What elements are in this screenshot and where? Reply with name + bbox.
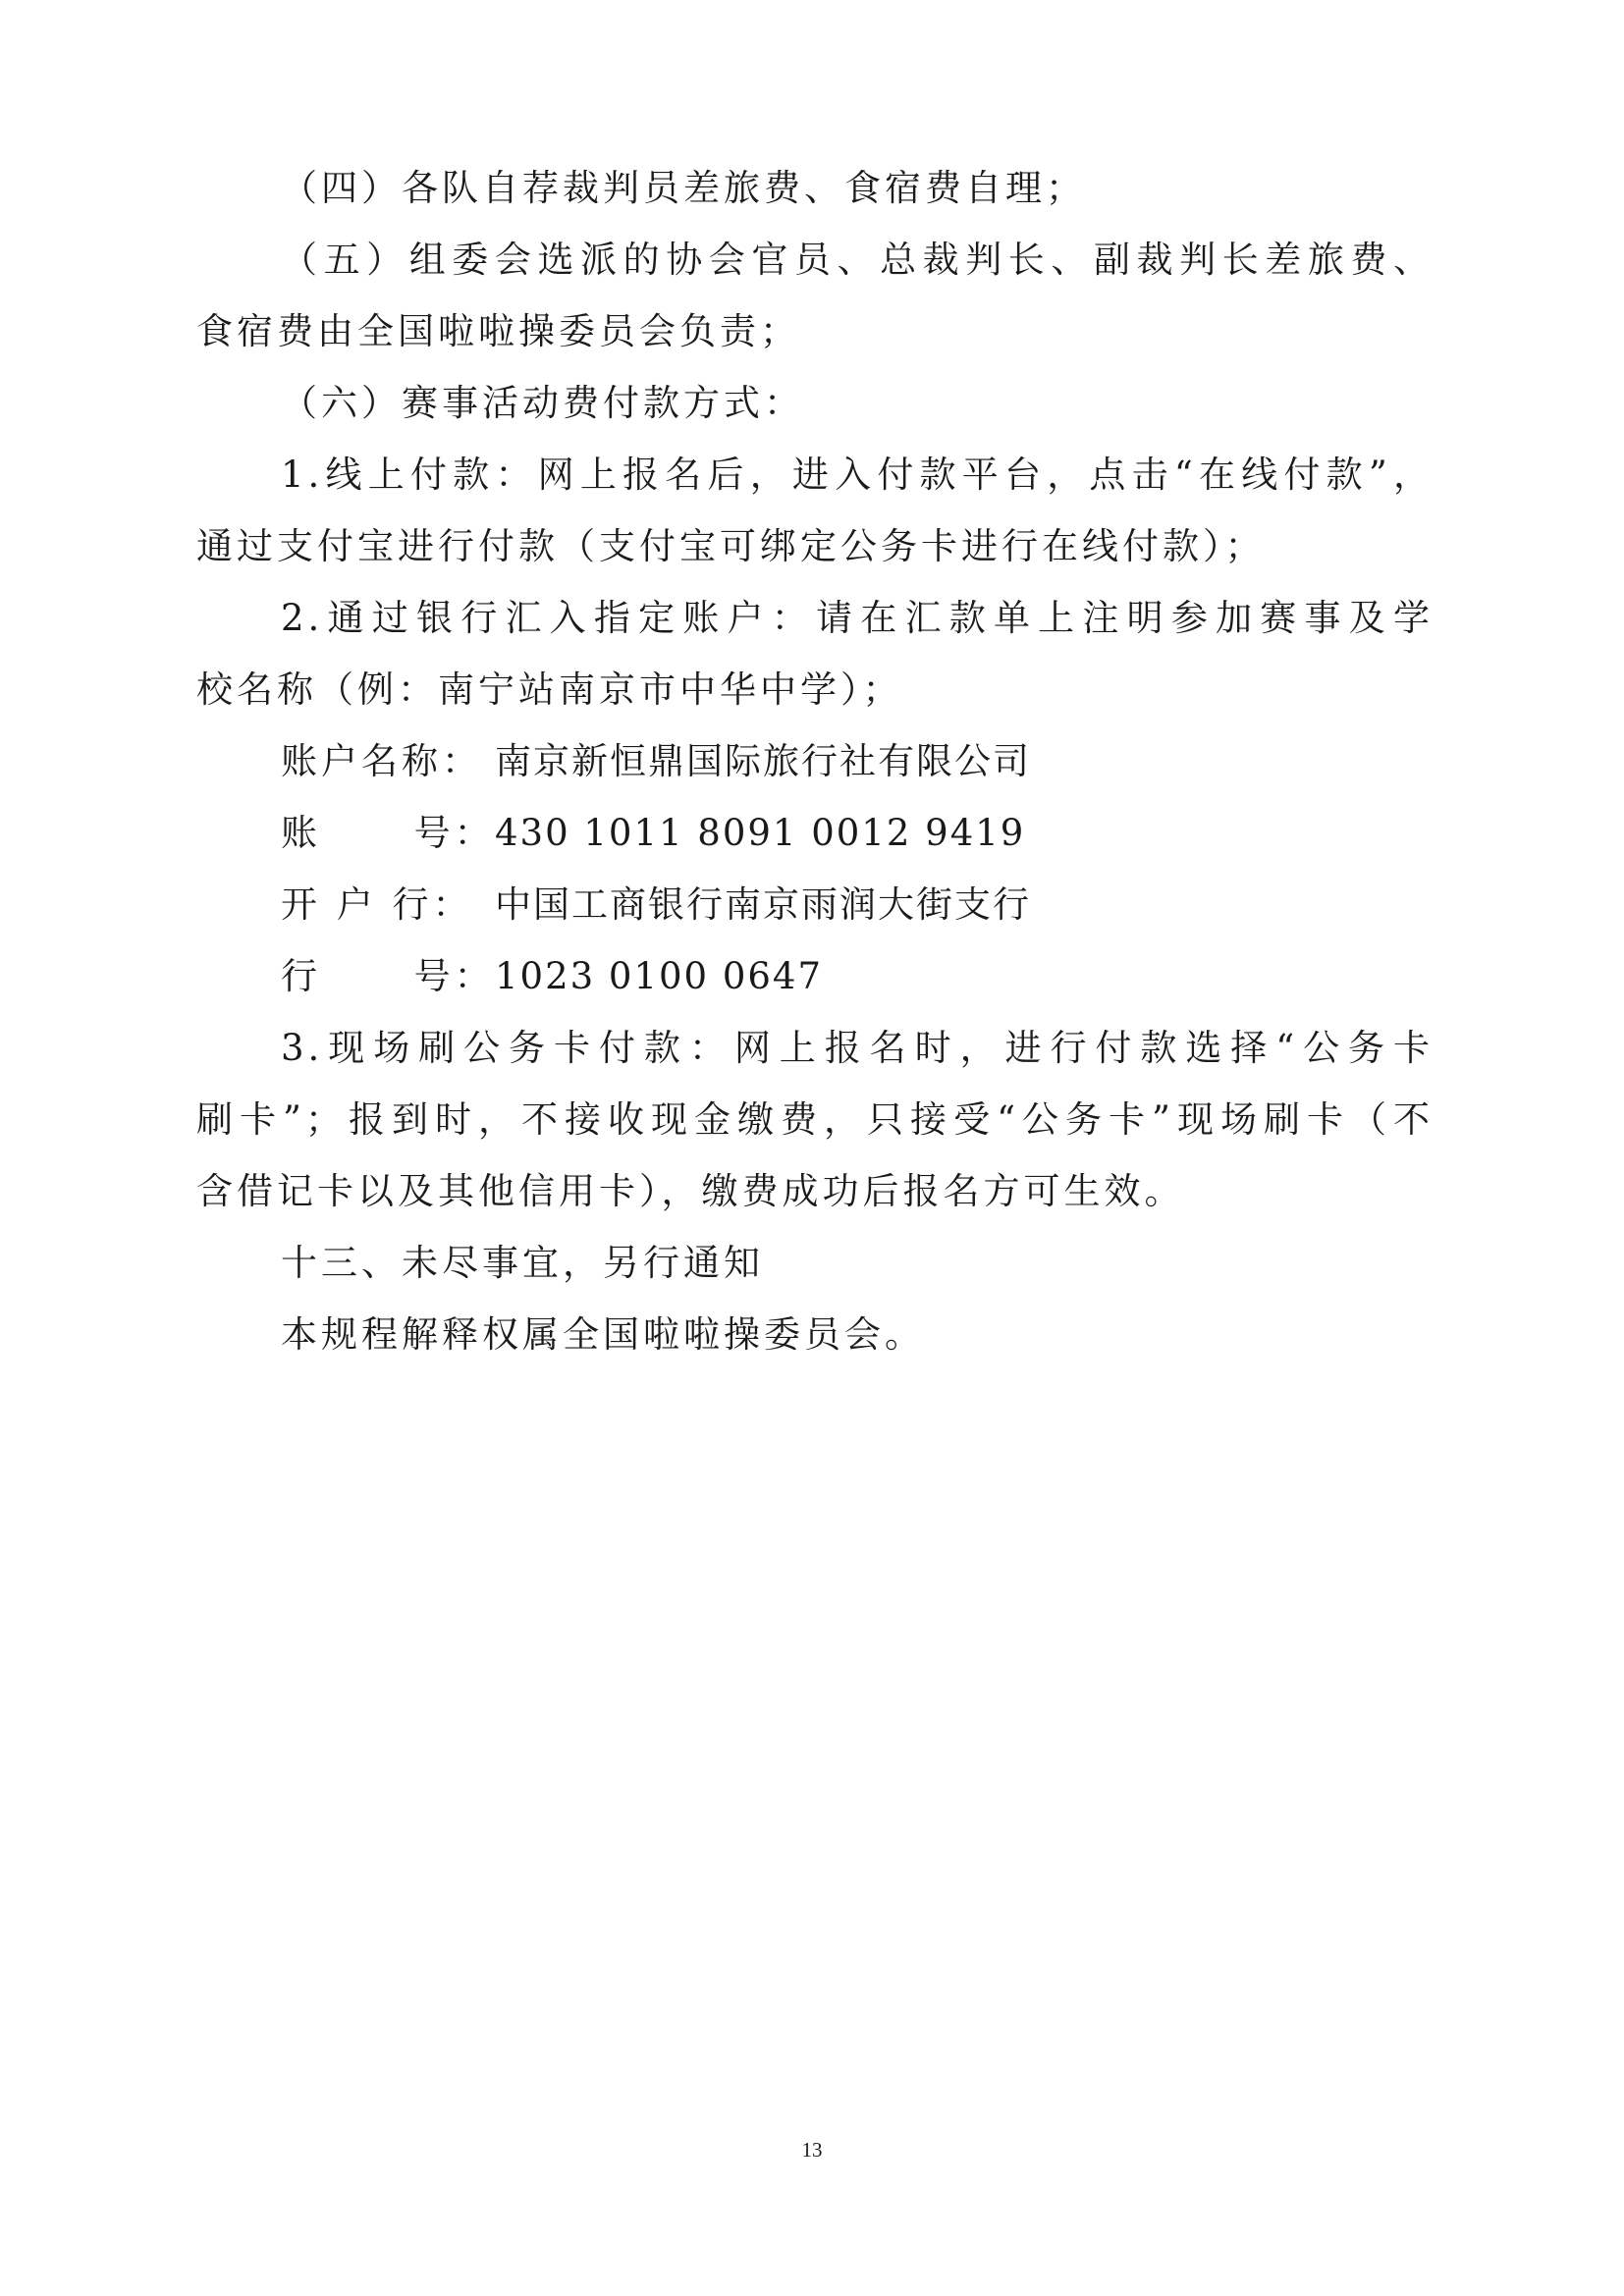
paragraph-line-committee-officials-expenses: （五）组委会选派的协会官员、总裁判长、副裁判长差旅费、 [281, 239, 1434, 281]
bank-branch-row [196, 869, 1434, 940]
account-number-row [196, 797, 1434, 869]
paragraph-line-card-payment-cont: 刷卡”；报到时，不接收现金缴费，只接受“公务卡”现场刷卡（不 [196, 1098, 1434, 1141]
paragraph-line-online-payment: 1.线上付款：网上报名后，进入付款平台，点击“在线付款”， [281, 454, 1434, 496]
bank-branch-value: 中国工商银行南京雨润大街支行 [495, 883, 1031, 926]
account-number-label: 账 号： [281, 812, 495, 854]
account-number-value: 430 1011 8091 0012 9419 [495, 812, 1026, 854]
paragraph-line-card-payment: 3.现场刷公务卡付款：网上报名时，进行付款选择“公务卡 [281, 1027, 1434, 1069]
bank-number-label: 行 号： [281, 955, 495, 997]
paragraph-line-committee-officials-expenses-cont: 食宿费由全国啦啦操委员会负责； [196, 310, 800, 352]
paragraph-line-payment-methods-heading: （六）赛事活动费付款方式： [281, 382, 804, 424]
paragraph-line-card-payment-cont-2: 含借记卡以及其他信用卡），缴费成功后报名方可生效。 [196, 1170, 1185, 1212]
bank-number-value: 1023 0100 0647 [495, 955, 824, 997]
account-name-label: 账户名称： [281, 740, 482, 782]
account-name-row [196, 725, 1434, 797]
paragraph-line-bank-transfer: 2.通过银行汇入指定账户：请在汇款单上注明参加赛事及学 [281, 597, 1434, 639]
section-heading-other-matters: 十三、未尽事宜，另行通知 [281, 1242, 764, 1284]
paragraph-line-bank-transfer-cont: 校名称（例：南宁站南京市中华中学）； [196, 668, 903, 711]
account-name-value: 南京新恒鼎国际旅行社有限公司 [495, 740, 1031, 782]
paragraph-line-team-referee-expenses: （四）各队自荐裁判员差旅费、食宿费自理； [281, 167, 1086, 209]
paragraph-line-interpretation-rights: 本规程解释权属全国啦啦操委员会。 [281, 1313, 925, 1356]
bank-branch-label: 开 户 行： [281, 883, 473, 926]
page-number: 13 [801, 2138, 823, 2162]
paragraph-line-online-payment-cont: 通过支付宝进行付款（支付宝可绑定公务卡进行在线付款）； [196, 525, 1266, 567]
document-body [196, 152, 1434, 1370]
bank-number-row [196, 940, 1434, 1012]
